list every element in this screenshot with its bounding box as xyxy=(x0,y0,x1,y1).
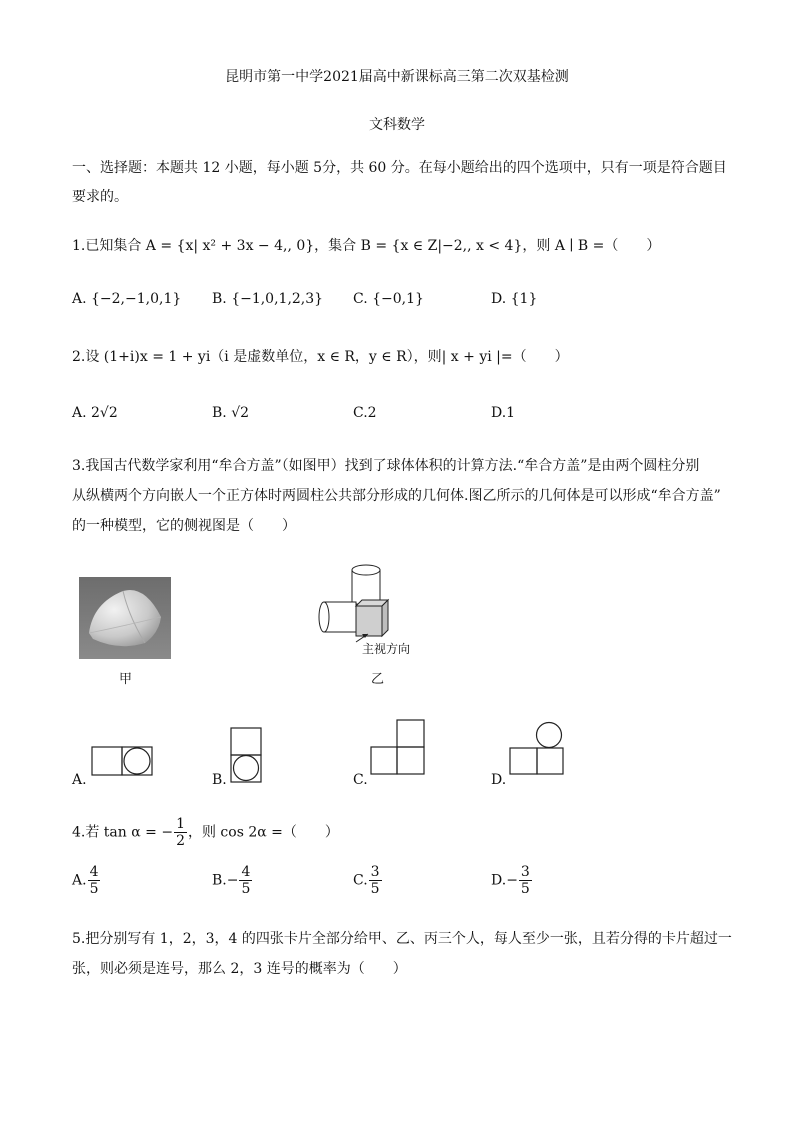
q3-option-a-label: A. xyxy=(72,772,87,788)
q4-option-c-label: C. xyxy=(353,872,368,889)
q3-option-d-figure xyxy=(509,721,565,779)
q4-option-d-fraction xyxy=(519,864,532,897)
q4-option-b-label: B. xyxy=(212,872,227,889)
q3-option-c-figure xyxy=(370,719,426,779)
q5-stem-line2: 张，则必须是连号，那么 2，3 连号的概率为（ ） xyxy=(72,961,407,977)
figure-jia-photo xyxy=(79,577,171,663)
q4-option-a xyxy=(72,864,101,897)
q3-option-a-figure xyxy=(91,746,153,780)
q2-option-c: C.2 xyxy=(353,405,377,421)
q4-option-b-fraction xyxy=(239,864,252,897)
q4-fraction xyxy=(174,816,187,849)
q4-option-b-num: 4 xyxy=(241,864,251,880)
q3-option-c-label: C. xyxy=(353,772,368,788)
q4-fraction-den: 2 xyxy=(176,833,185,850)
q4-option-b xyxy=(212,864,253,897)
q4-option-d xyxy=(491,864,533,897)
section-intro-line2: 要求的。 xyxy=(72,189,128,205)
q1-option-d: D. {1} xyxy=(491,291,538,307)
q2-option-d: D.1 xyxy=(491,405,516,421)
page-title: 昆明市第一中学2021届高中新课标高三第二次双基检测 xyxy=(225,69,569,85)
q4-option-a-den: 5 xyxy=(89,881,99,898)
q4-stem-prefix: 4.若 tan α = − xyxy=(72,824,174,841)
q1-option-b: B. {−1,0,1,2,3} xyxy=(212,291,324,307)
q4-option-a-label: A. xyxy=(72,872,87,889)
q3-option-b-label: B. xyxy=(212,772,227,788)
q3-stem-line2: 从纵横两个方向嵌人一个正方体时两圆柱公共部分形成的几何体.图乙所示的几何体是可以形成“牟合方盖” xyxy=(72,488,721,504)
subject-title: 文科数学 xyxy=(369,117,425,133)
q4-stem-suffix: ，则 cos 2α =（ ） xyxy=(187,824,339,841)
q4-option-d-den: 5 xyxy=(520,881,530,898)
q4-option-c-fraction xyxy=(369,864,382,897)
q4-option-a-fraction xyxy=(88,864,101,897)
q2-option-b: B. √2 xyxy=(212,405,250,421)
q4-fraction-num: 1 xyxy=(176,816,185,832)
q4-option-a-num: 4 xyxy=(89,864,99,880)
q3-stem-line3: 的一种模型，它的侧视图是（ ） xyxy=(72,518,296,534)
q2-option-a: A. 2√2 xyxy=(72,405,118,421)
q4-option-c-num: 3 xyxy=(370,864,380,880)
view-direction-label: 主视方向 xyxy=(362,642,411,656)
figure-yi-label: 乙 xyxy=(371,672,385,687)
q4-option-b-den: 5 xyxy=(241,881,251,898)
figure-jia-label: 甲 xyxy=(119,672,133,687)
q4-option-c-den: 5 xyxy=(370,881,380,898)
q2-stem: 2.设 (1+i)x = 1 + yi（i 是虚数单位，x ∈ R，y ∈ R），则| x + yi |=（ ） xyxy=(72,349,569,365)
q3-option-b-figure xyxy=(230,727,262,787)
q1-option-c: C. {−0,1} xyxy=(353,291,424,307)
q3-option-d-label: D. xyxy=(491,772,507,788)
q4-option-d-label: D. xyxy=(491,872,507,889)
q4-option-b-sign: − xyxy=(226,872,239,889)
q1-stem: 1.已知集合 A = {x| x² + 3x − 4,, 0}，集合 B = {x ∈ Z|−2,, x < 4}，则 A ∣ B =（ ） xyxy=(72,238,661,254)
q1-option-a: A. {−2,−1,0,1} xyxy=(72,291,182,307)
q4-option-c xyxy=(353,864,383,897)
q4-stem xyxy=(72,816,339,849)
q4-option-d-num: 3 xyxy=(520,864,530,880)
q5-stem-line1: 5.把分别写有 1，2，3，4 的四张卡片全部分给甲、乙、丙三个人，每人至少一张，且若分得的卡片超过一 xyxy=(72,931,732,947)
section-intro-line1: 一、选择题：本题共 12 小题，每小题 5分，共 60 分。在每小题给出的四个选项中，只有一项是符合题目 xyxy=(72,160,727,176)
q4-option-d-sign: − xyxy=(506,872,518,889)
q3-stem-line1: 3.我国古代数学家利用“牟合方盖”（如图甲）找到了球体体积的计算方法.“牟合方盖”是由两个圆柱分别 xyxy=(72,458,700,474)
